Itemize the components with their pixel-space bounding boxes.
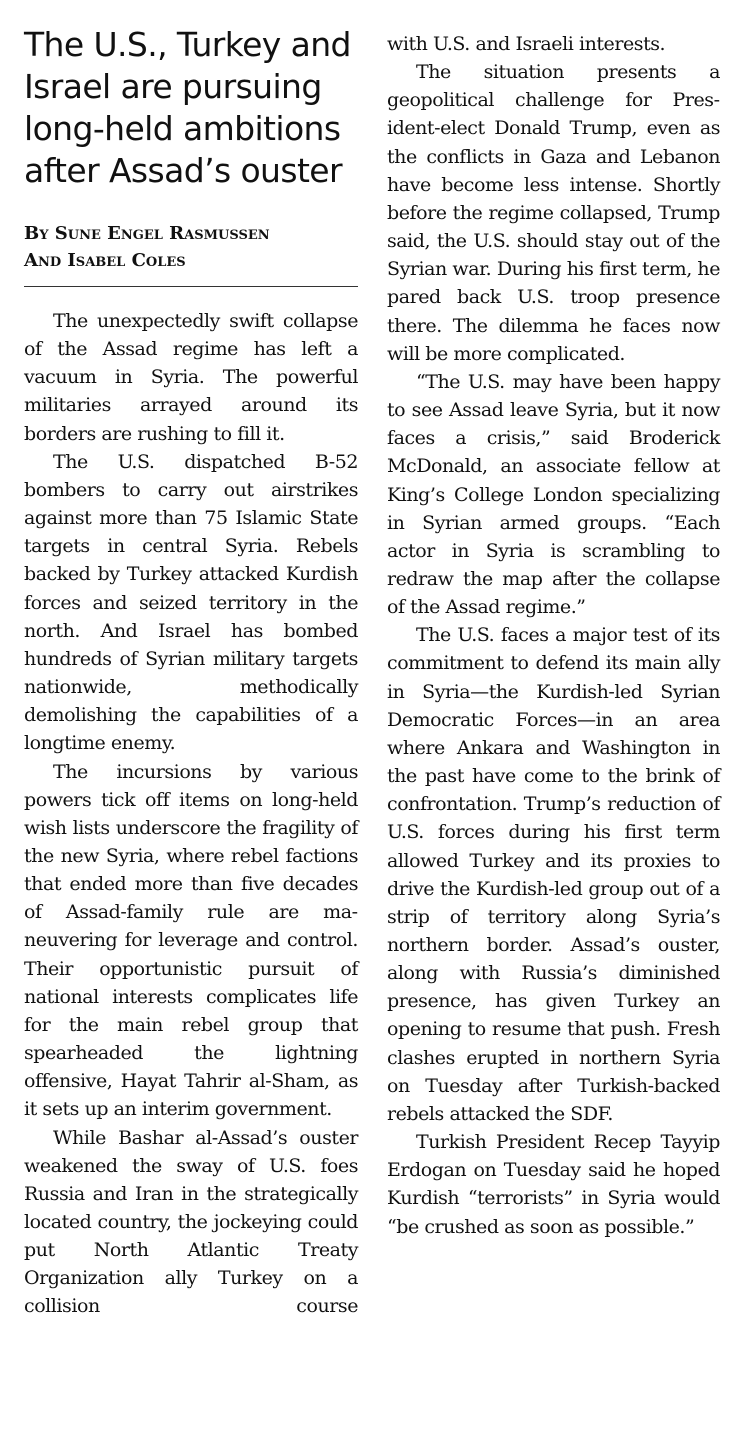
byline-line-1: By Sune Engel Rasmussen bbox=[24, 223, 270, 244]
paragraph-continuation: with U.S. and Israeli interests. bbox=[387, 33, 666, 55]
headline: The U.S., Turkey and Israel are pursuing long-held ambitions after Assad’s ouster bbox=[24, 25, 351, 190]
paragraph: The U.S. dispatched B-52 bombers to carry out airstrikes against more than 75 Islamic State targets in central Syria. Rebels backed by Turkey attacked Kurdish forces and seized territory in the north. And Israel has bombed hundreds of Syrian military targets nationwide, methodically demolishing the capabilities of a longtime enemy. bbox=[24, 450, 358, 755]
paragraph: The unexpectedly swift collapse of the Assad regime has left a vacuum in Syria. The powerful militaries arrayed around its borders are rushing to fill it. bbox=[24, 310, 358, 445]
byline bbox=[24, 220, 358, 274]
byline-divider bbox=[24, 286, 358, 287]
paragraph: Turkish President Recep Tayyip Erdogan on Tuesday said he hoped Kurdish “terrorists” in Syria would “be crushed as soon as possible.” bbox=[387, 1131, 720, 1238]
paragraph: The U.S. faces a major test of its commitment to defend its main ally in Syria—the Kurdish-led Syrian Democratic Forces—in an area where Ankara and Washington in the past have come to the brink of confrontation. Trump’s reduction of U.S. forces during his first term allowed Turkey and its proxies to drive the Kurdish-led group out of a strip of territory along Syria’s northern border. Assad’s ouster, along with Russia’s diminished presence, has given Turkey an opening to resume that push. Fresh clashes erupted in northern Syria on Tuesday after Turkish-backed rebels attacked the SDF. bbox=[387, 624, 720, 1125]
paragraph: The situation presents a geopolitical challenge for President-elect Donald Trump, even as the conflicts in Gaza and Lebanon have become less intense. Shortly before the regime collapsed, Trump said, the U.S. should stay out of the Syrian war. During his first term, he pared back U.S. troop presence there. The dilemma he faces now will be more complicated. bbox=[387, 61, 720, 365]
paragraph: The incursions by various powers tick off items on long-held wish lists underscore the fragility of the new Syria, where rebel factions that ended more than five decades of Assad-family rule are maneuvering for leverage and control. Their opportunistic pursuit of national interests complicates life for the main rebel group that spearheaded the lightning offensive, Hayat Tahrir al-Sham, as it sets up an interim government. bbox=[24, 760, 358, 1121]
paragraph: While Bashar al-Assad’s ouster weakened the sway of U.S. foes Russia and Iran in the strategically located country, the jockeying could put North Atlantic Treaty Organization ally Turkey on a collision course bbox=[24, 1126, 358, 1318]
right-column bbox=[387, 30, 720, 1241]
left-column bbox=[24, 24, 358, 1321]
left-column-body bbox=[24, 307, 358, 1321]
byline-line-2: And Isabel Coles bbox=[24, 250, 186, 271]
right-column-body bbox=[387, 30, 720, 1241]
paragraph: “The U.S. may have been happy to see Assad leave Syria, but it now faces a crisis,” said Broderick McDonald, an associate fellow at King’s College London specializing in Syrian armed groups. “Each actor in Syria is scrambling to redraw the map after the collapse of the Assad regime.” bbox=[387, 370, 720, 619]
